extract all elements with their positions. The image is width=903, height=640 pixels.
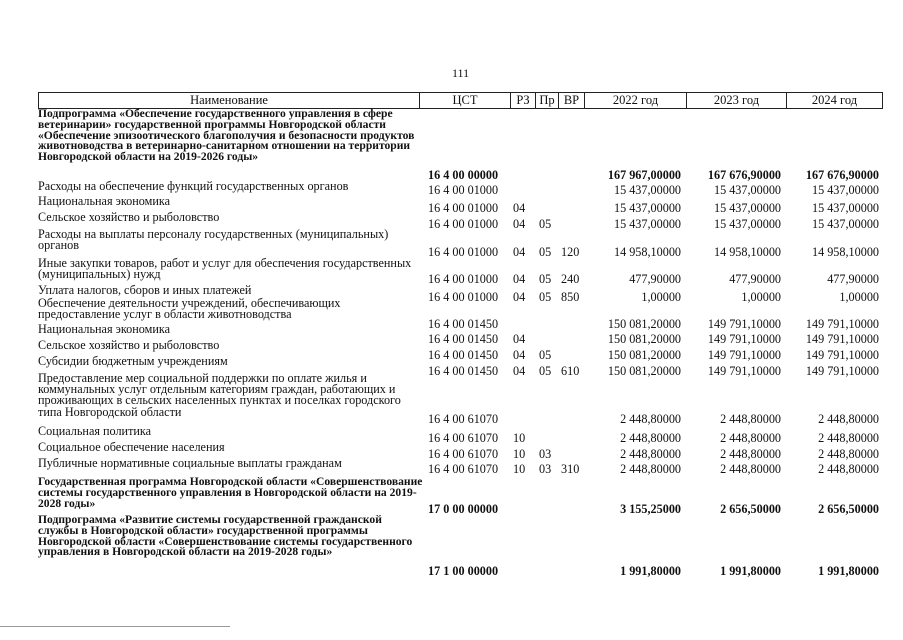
row-value-2024: 15 437,00000 [811,201,879,215]
row-rz: 10 [513,462,526,476]
row-value-2024: 14 958,10000 [811,245,879,259]
row-cst: 16 4 00 01000 [428,290,499,304]
row-rz: 04 [513,217,526,231]
header-vr: ВР [558,92,584,109]
row-pr: 05 [539,217,552,231]
row-value-2023: 2 448,80000 [720,447,781,461]
row-value-2023: 149 791,10000 [707,364,781,378]
row-value-2023: 2 448,80000 [720,462,781,476]
row-value-2024: 2 448,80000 [818,447,879,461]
row-pr: 03 [539,462,552,476]
row-value-2024: 2 448,80000 [818,462,879,476]
row-value-2024: 167 676,90000 [805,168,879,182]
row-value-2022: 1,00000 [641,290,681,304]
row-name: Подпрограмма «Обеспечение государственного управления в сфере ветеринарии» государственной программы Новгородской области «Обеспечение эпизоотического благополучия и безопасности продуктов животноводства в ветеринарно-санитарном отношении на территории Новгородской области на 2019-2026 годы» [38,107,415,164]
row-rz: 04 [513,332,526,346]
row-cst: 16 4 00 01000 [428,201,499,215]
row-value-2023: 2 448,80000 [720,431,781,445]
row-pr: 05 [539,245,552,259]
row-cst: 16 4 00 01450 [428,317,499,331]
row-value-2022: 3 155,25000 [620,502,681,516]
row-value-2023: 2 448,80000 [720,412,781,426]
row-value-2022: 150 081,20000 [607,332,681,346]
row-rz: 04 [513,201,526,215]
row-cst: 17 0 00 00000 [428,502,499,516]
row-value-2022: 150 081,20000 [607,317,681,331]
row-cst: 16 4 00 61070 [428,412,499,426]
row-rz: 04 [513,245,526,259]
row-value-2024: 1 991,80000 [818,564,879,578]
row-value-2024: 2 448,80000 [818,431,879,445]
row-name: Национальная экономика [38,322,171,336]
row-rz: 10 [513,431,526,445]
row-value-2022: 150 081,20000 [607,364,681,378]
row-value-2023: 2 656,50000 [720,502,781,516]
row-value-2023: 149 791,10000 [707,348,781,362]
row-value-2022: 1 991,80000 [620,564,681,578]
row-value-2024: 15 437,00000 [811,183,879,197]
row-value-2024: 2 656,50000 [818,502,879,516]
row-cst: 17 1 00 00000 [428,564,499,578]
header-2022: 2022 год [584,92,686,109]
footer-line [0,626,230,627]
row-value-2022: 2 448,80000 [620,462,681,476]
row-value-2023: 1,00000 [741,290,781,304]
row-value-2022: 2 448,80000 [620,412,681,426]
row-vr: 240 [561,272,580,286]
row-rz: 04 [513,290,526,304]
row-name: Сельское хозяйство и рыболовство [38,338,220,352]
row-cst: 16 4 00 01000 [428,217,499,231]
row-value-2022: 477,90000 [629,272,681,286]
row-value-2024: 149 791,10000 [805,364,879,378]
row-value-2022: 14 958,10000 [613,245,681,259]
row-value-2022: 15 437,00000 [613,183,681,197]
row-value-2022: 2 448,80000 [620,447,681,461]
header-2023: 2023 год [686,92,786,109]
row-cst: 16 4 00 01450 [428,332,499,346]
row-value-2022: 15 437,00000 [613,217,681,231]
row-name: Государственная программа Новгородской области «Совершенствование системы государственного управления в Новгородской области на 2019-2028 годы» [38,475,423,510]
row-name: Обеспечение деятельности учреждений, обеспечивающих предоставление услуг в области животноводства [38,296,341,322]
row-value-2023: 15 437,00000 [713,201,781,215]
row-value-2023: 15 437,00000 [713,183,781,197]
row-vr: 120 [561,245,580,259]
row-value-2023: 149 791,10000 [707,332,781,346]
row-name: Публичные нормативные социальные выплаты гражданам [38,456,342,470]
row-value-2023: 167 676,90000 [707,168,781,182]
header-2024: 2024 год [786,92,883,109]
row-value-2022: 167 967,00000 [607,168,681,182]
row-value-2024: 149 791,10000 [805,332,879,346]
row-value-2022: 150 081,20000 [607,348,681,362]
header-cst: ЦСТ [419,92,510,109]
row-rz: 10 [513,447,526,461]
row-vr: 850 [561,290,580,304]
row-name: Социальная политика [38,424,152,438]
row-cst: 16 4 00 61070 [428,431,499,445]
page-number: 111 [452,66,470,80]
row-cst: 16 4 00 61070 [428,462,499,476]
header-name: Наименование [38,92,419,109]
row-name: Национальная экономика [38,194,171,208]
row-rz: 04 [513,364,526,378]
row-value-2023: 477,90000 [729,272,781,286]
row-name: Субсидии бюджетным учреждениям [38,354,228,368]
row-vr: 610 [561,364,580,378]
row-vr: 310 [561,462,580,476]
header-rz: РЗ [510,92,535,109]
row-pr: 05 [539,290,552,304]
row-pr: 05 [539,364,552,378]
row-pr: 05 [539,272,552,286]
row-name: Расходы на выплаты персоналу государственных (муниципальных) органов [38,227,389,253]
row-value-2023: 15 437,00000 [713,217,781,231]
row-value-2023: 14 958,10000 [713,245,781,259]
row-name: Подпрограмма «Развитие системы государственной гражданской службы в Новгородской области» государственной программы Новгородской области «Совершенствование системы государственного управления в Новгородской области на 2019-2028 годы» [38,513,413,559]
row-name: Расходы на обеспечение функций государственных органов [38,179,349,193]
row-value-2024: 15 437,00000 [811,217,879,231]
row-cst: 16 4 00 01000 [428,183,499,197]
row-name: Предоставление мер социальной поддержки по оплате жилья и коммунальных услуг отдельным категориям граждан, работающих и проживающих в сельских населенных пунктах и поселках городского типа Новгородской области [38,371,401,419]
row-value-2024: 477,90000 [827,272,879,286]
row-value-2023: 1 991,80000 [720,564,781,578]
row-pr: 05 [539,348,552,362]
row-cst: 16 4 00 01000 [428,272,499,286]
row-cst: 16 4 00 00000 [428,168,499,182]
row-value-2022: 2 448,80000 [620,431,681,445]
row-value-2024: 149 791,10000 [805,317,879,331]
row-cst: 16 4 00 01450 [428,348,499,362]
row-cst: 16 4 00 01000 [428,245,499,259]
row-value-2024: 1,00000 [839,290,879,304]
row-rz: 04 [513,348,526,362]
row-cst: 16 4 00 01450 [428,364,499,378]
row-cst: 16 4 00 61070 [428,447,499,461]
row-name: Уплата налогов, сборов и иных платежей [38,283,252,297]
row-name: Социальное обеспечение населения [38,440,225,454]
row-value-2024: 2 448,80000 [818,412,879,426]
header-pr: Пр [535,92,558,109]
row-name: Сельское хозяйство и рыболовство [38,210,220,224]
row-name: Иные закупки товаров, работ и услуг для обеспечения государственных (муниципальных) нужд [38,256,412,282]
row-value-2024: 149 791,10000 [805,348,879,362]
row-value-2023: 149 791,10000 [707,317,781,331]
row-pr: 03 [539,447,552,461]
row-value-2022: 15 437,00000 [613,201,681,215]
row-rz: 04 [513,272,526,286]
